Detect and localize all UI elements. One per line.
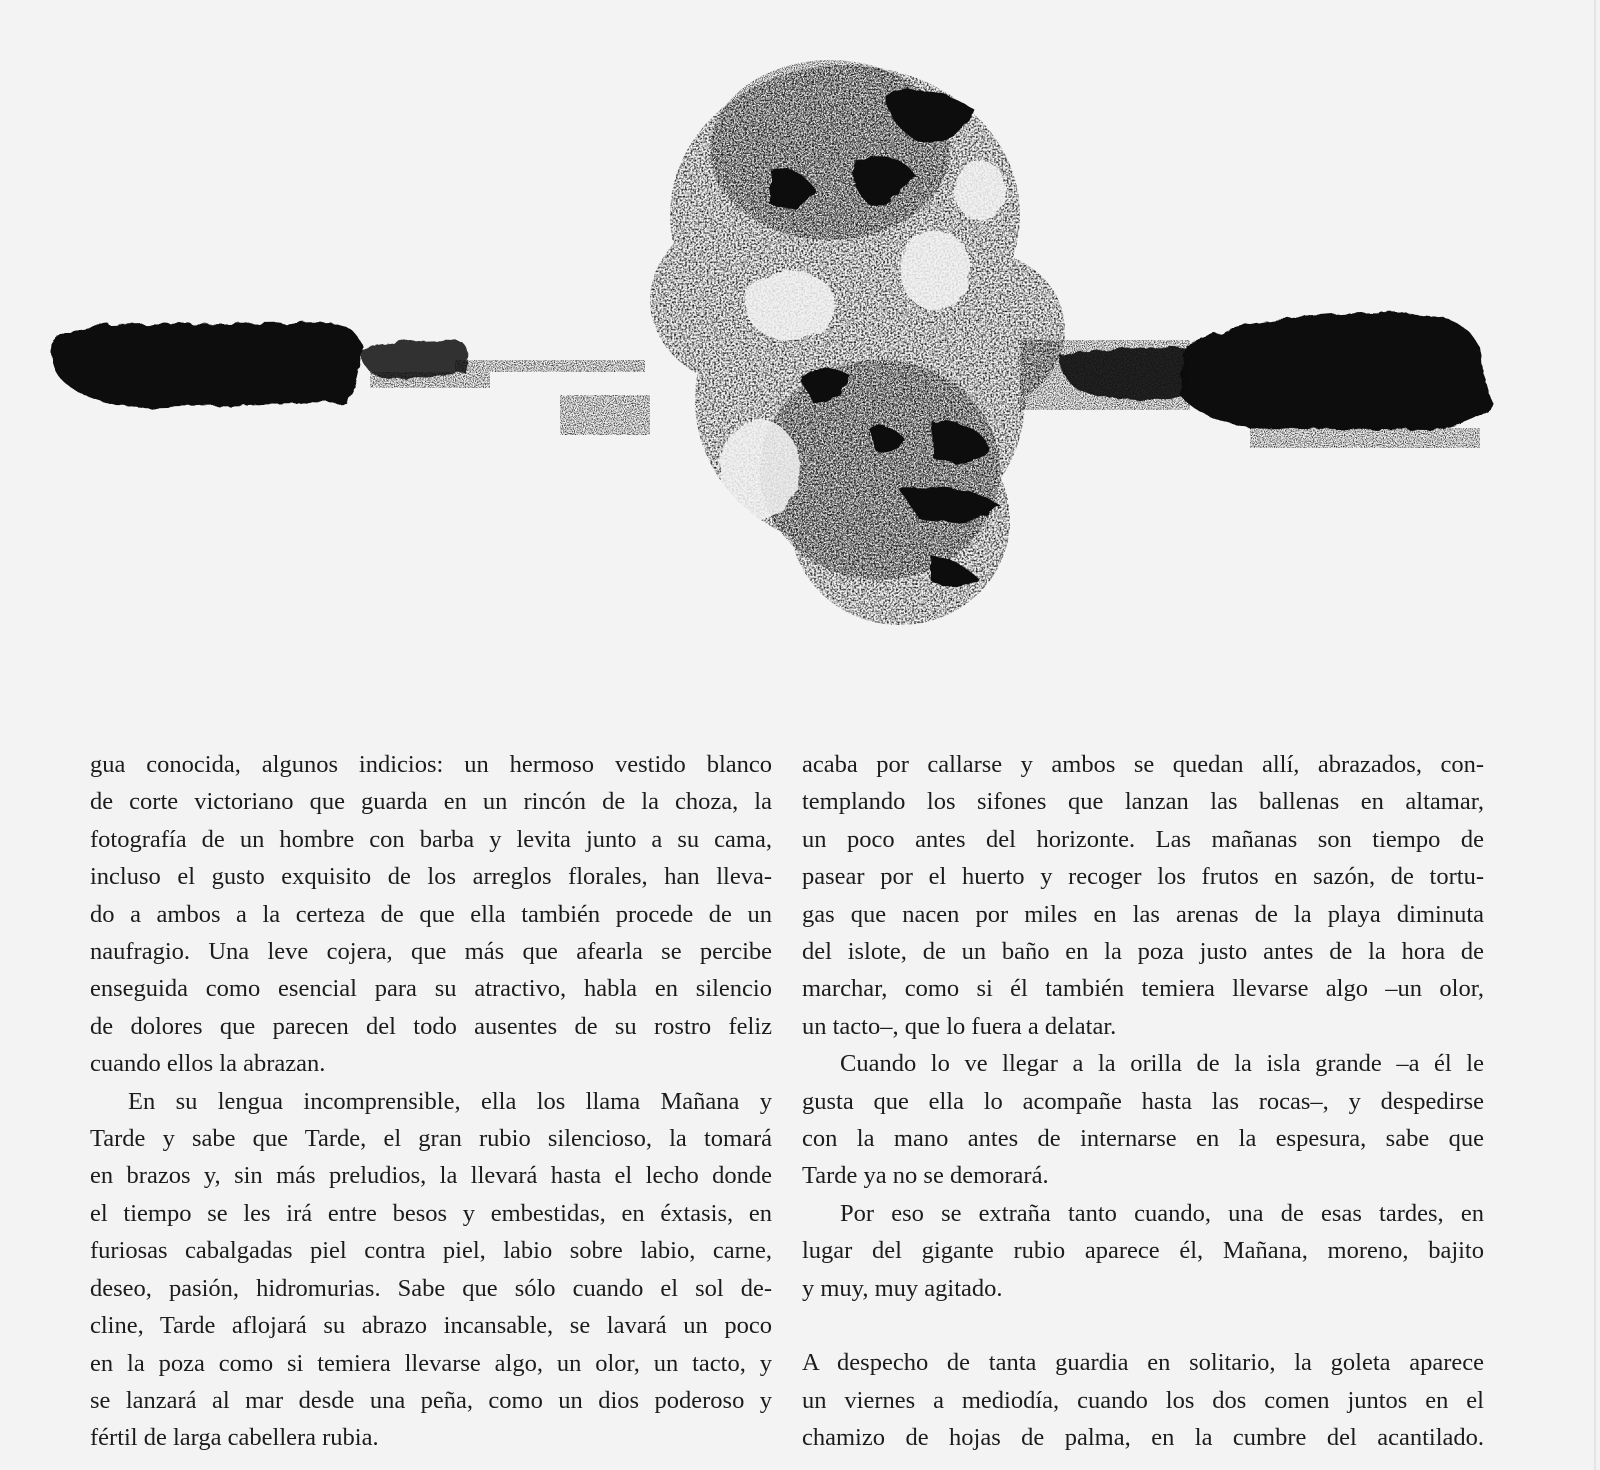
text-line: templando los sifones que lanzan las ballenas en altamar,: [802, 788, 1484, 816]
text-line: enseguida como esencial para su atractivo, habla en silencio: [90, 975, 772, 1003]
text-line: de corte victoriano que guarda en un rincón de la choza, la: [90, 788, 772, 816]
paragraph-section-start: [802, 1344, 1484, 1456]
paragraph: [90, 746, 772, 1083]
text-line: Tarde y sabe que Tarde, el gran rubio silencioso, la tomará: [90, 1125, 772, 1153]
text-line: un tacto–, que lo fuera a delatar.: [802, 1012, 1117, 1040]
text-line: cline, Tarde aflojará su abrazo incansable, se lavará un poco: [90, 1312, 772, 1340]
text-line: fotografía de un hombre con barba y levita junto a su cama,: [90, 825, 772, 853]
text-line: naufragio. Una leve cojera, que más que afearla se percibe: [90, 938, 772, 966]
text-line: cuando ellos la abrazan.: [90, 1050, 326, 1078]
text-line: lugar del gigante rubio aparece él, Mañana, moreno, bajito: [802, 1237, 1484, 1265]
text-line: en brazos y, sin más preludios, la llevará hasta el lecho donde: [90, 1162, 772, 1190]
text-line: Por eso se extraña tanto cuando, una de esas tardes, en: [840, 1199, 1484, 1227]
text-line: el tiempo se les irá entre besos y embestidas, en éxtasis, en: [90, 1199, 772, 1227]
text-line: con la mano antes de internarse en la espesura, sabe que: [802, 1125, 1484, 1153]
text-line: furiosas cabalgadas piel contra piel, labio sobre labio, carne,: [90, 1237, 772, 1265]
text-line: gusta que ella lo acompañe hasta las rocas–, y despedirse: [802, 1087, 1484, 1115]
text-line: fértil de larga cabellera rubia.: [90, 1424, 379, 1452]
text-line: gas que nacen por miles en las arenas de la playa diminuta: [802, 900, 1484, 928]
paragraph: [90, 1083, 772, 1457]
text-line: Cuando lo ve llegar a la orilla de la isla grande –a él le: [840, 1050, 1484, 1078]
paragraph: [802, 1195, 1484, 1307]
text-line: A despecho de tanta guardia en solitario, la goleta aparece: [802, 1349, 1484, 1377]
text-line: incluso el gusto exquisito de los arreglos florales, han lleva-: [90, 863, 772, 891]
paragraph: [802, 746, 1484, 1045]
text-line: chamizo de hojas de palma, en la cumbre del acantilado.: [802, 1423, 1484, 1451]
text-line: del islote, de un baño en la poza justo antes de la hora de: [802, 938, 1484, 966]
paragraph: [802, 1045, 1484, 1195]
text-line: marchar, como si él también temiera llevarse algo –un olor,: [802, 975, 1484, 1003]
text-line: do a ambos a la certeza de que ella también procede de un: [90, 900, 772, 928]
text-line: deseo, pasión, hidromurias. Sabe que sólo cuando el sol de-: [90, 1274, 772, 1302]
text-line: pasear por el huerto y recoger los frutos en sazón, de tortu-: [802, 863, 1484, 891]
ink-portrait-illustration: [0, 0, 1600, 680]
text-line: de dolores que parecen del todo ausentes de su rostro feliz: [90, 1012, 772, 1040]
text-line: un poco antes del horizonte. Las mañanas son tiempo de: [802, 825, 1484, 853]
text-line: En su lengua incomprensible, ella los llama Mañana y: [128, 1087, 772, 1115]
text-line: en la poza como si temiera llevarse algo, un olor, un tacto, y: [90, 1349, 772, 1377]
text-column-right: [802, 746, 1484, 1456]
text-line: un viernes a mediodía, cuando los dos comen juntos en el: [802, 1386, 1484, 1414]
text-line: acaba por callarse y ambos se quedan allí, abrazados, con-: [802, 751, 1484, 778]
text-line: gua conocida, algunos indicios: un hermoso vestido blanco: [90, 751, 772, 778]
text-line: y muy, muy agitado.: [802, 1274, 1003, 1302]
text-column-left: [90, 746, 772, 1457]
text-line: se lanzará al mar desde una peña, como un dios poderoso y: [90, 1386, 772, 1414]
text-line: Tarde ya no se demorará.: [802, 1162, 1049, 1190]
ink-face-image: [0, 0, 1600, 680]
